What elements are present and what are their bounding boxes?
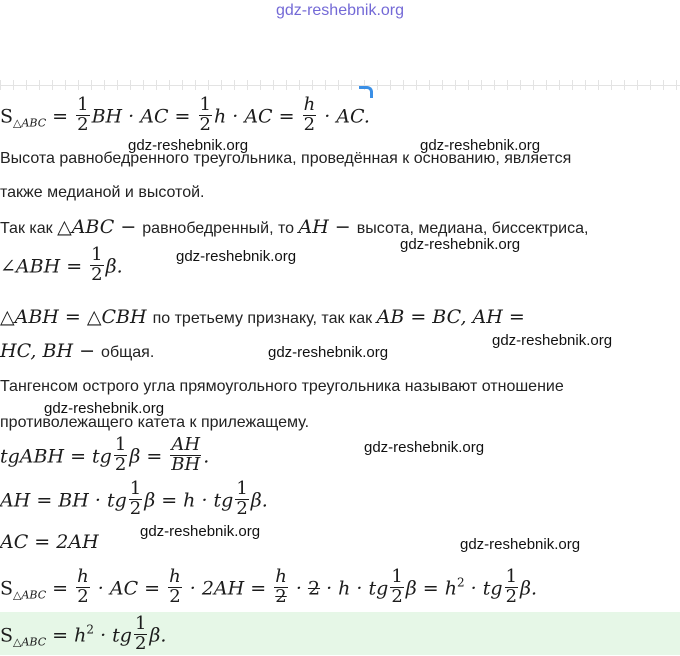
fraction-denominator: 2 <box>391 585 403 607</box>
math-run: HC, BH − <box>0 340 102 362</box>
fraction-numerator: h <box>275 566 287 587</box>
watermark: gdz-reshebnik.org <box>460 536 581 553</box>
math-run: . <box>203 445 210 468</box>
fraction-numerator: 1 <box>134 613 147 634</box>
fraction <box>170 436 201 475</box>
exponent: 2 <box>86 622 95 637</box>
text-run: общая. <box>101 344 155 361</box>
equals: = <box>46 105 75 128</box>
text-run: высота, медиана, биссектриса, <box>356 220 589 237</box>
math-run: tgABH = tg <box>0 445 112 468</box>
watermark: gdz-reshebnik.org <box>400 236 521 253</box>
fraction <box>134 615 147 654</box>
paragraph-mixed <box>0 340 154 362</box>
formula-term: h · AC = <box>213 105 301 128</box>
paragraph-mixed <box>0 216 588 238</box>
paragraph-line: Тангенсом острого угла прямоугольного треугольника называют отношение <box>0 378 564 395</box>
math-run: · tg <box>94 624 132 647</box>
text-run: Так как <box>0 220 58 237</box>
fraction-numerator: h <box>169 566 181 587</box>
math-run: β. <box>149 624 167 647</box>
fraction-denominator: 2 <box>199 113 211 135</box>
watermark: gdz-reshebnik.org <box>140 523 261 540</box>
fraction <box>90 246 103 285</box>
watermark: gdz-reshebnik.org <box>364 439 485 456</box>
area-subscript: △ABC <box>13 588 47 602</box>
dashed-divider <box>0 80 680 90</box>
math-run: · AC = <box>91 577 167 600</box>
math-run: △ABH = △CBH <box>0 306 153 328</box>
paragraph-mixed <box>0 306 525 328</box>
text-run: по третьему признаку, так как <box>152 310 377 327</box>
cancelled-denominator: 2 <box>275 585 287 607</box>
fraction <box>168 568 182 607</box>
math-run: β = h <box>405 577 457 600</box>
fraction <box>76 568 90 607</box>
formula-area-2 <box>0 566 538 609</box>
fraction-denominator: 2 <box>77 113 89 135</box>
text-run: равнобедренный, то <box>142 220 299 237</box>
math-run: · tg <box>464 577 503 600</box>
fraction <box>199 96 212 135</box>
fraction-numerator: 1 <box>77 94 89 115</box>
fraction <box>129 480 142 519</box>
area-subscript: △ABC <box>13 635 47 649</box>
math-run: ∠ABH = <box>0 255 89 278</box>
watermark: gdz-reshebnik.org <box>268 344 389 361</box>
fraction-denominator: 2 <box>77 585 89 607</box>
watermark: gdz-reshebnik.org <box>420 137 541 154</box>
fraction <box>274 568 288 607</box>
math-run: · <box>289 577 308 600</box>
fraction-numerator: 1 <box>505 566 518 587</box>
fraction-numerator: 1 <box>199 94 211 115</box>
fraction <box>76 96 89 135</box>
fraction-denominator: 2 <box>91 263 103 285</box>
watermark: gdz-reshebnik.org <box>176 248 297 265</box>
fraction-denominator: 2 <box>236 497 248 519</box>
math-run: β = h · tg <box>144 489 234 512</box>
area-symbol: S <box>0 105 14 128</box>
fraction <box>235 480 248 519</box>
formula-area-1 <box>0 94 370 137</box>
math-run: β. <box>250 489 268 512</box>
site-header-link[interactable]: gdz-reshebnik.org <box>275 2 405 19</box>
math-run: AH − <box>298 216 357 238</box>
fraction-numerator: h <box>77 566 89 587</box>
math-run: AC = 2AH <box>0 531 99 553</box>
fraction-denominator: BH <box>171 453 201 475</box>
formula-ac <box>0 531 99 553</box>
cancelled-factor: 2 <box>307 577 321 600</box>
math-run: · h · tg <box>320 577 389 600</box>
fraction <box>114 436 127 475</box>
watermark: gdz-reshebnik.org <box>44 400 165 417</box>
fraction-denominator: 2 <box>129 497 142 519</box>
paragraph-line: Высота равнобедренного треугольника, проведённая к основанию, является <box>0 150 572 167</box>
exponent: 2 <box>457 575 465 590</box>
formula-term: · AC. <box>318 105 370 128</box>
fraction-denominator: 2 <box>134 632 147 654</box>
math-run: β. <box>105 255 123 278</box>
watermark: gdz-reshebnik.org <box>492 332 613 349</box>
fraction-numerator: 1 <box>391 566 403 587</box>
fraction-numerator: 1 <box>114 434 127 455</box>
fraction-denominator: 2 <box>303 113 316 135</box>
math-run: = h <box>46 624 87 647</box>
math-run: β. <box>520 577 538 600</box>
fraction-denominator: 2 <box>114 453 127 475</box>
area-symbol: S <box>0 577 14 600</box>
paragraph-line: противолежащего катета к прилежащему. <box>0 414 310 431</box>
math-run: β = <box>129 445 169 468</box>
math-run: AB = BC, AH = <box>376 306 525 328</box>
fraction-numerator: AH <box>171 434 201 455</box>
site-header <box>0 0 680 28</box>
fraction-numerator: 1 <box>91 244 103 265</box>
fraction-numerator: 1 <box>236 478 248 499</box>
paragraph-line: также медианой и высотой. <box>0 184 205 201</box>
math-run: AH = BH · tg <box>0 489 127 512</box>
formula-angle <box>0 244 123 287</box>
formula-term: BH · AC = <box>91 105 197 128</box>
formula-tangent <box>0 434 210 477</box>
area-symbol: S <box>0 624 14 647</box>
math-run: △ABC − <box>57 216 143 238</box>
formula-ah <box>0 478 268 521</box>
math-run: · 2AH = <box>183 577 273 600</box>
fraction <box>303 96 317 135</box>
fraction-denominator: 2 <box>169 585 181 607</box>
fraction <box>505 568 518 607</box>
watermark: gdz-reshebnik.org <box>128 137 249 154</box>
fraction-denominator: 2 <box>505 585 518 607</box>
fraction-numerator: h <box>303 94 316 115</box>
equals: = <box>46 577 75 600</box>
formula-answer <box>0 613 167 656</box>
area-subscript: △ABC <box>13 116 47 130</box>
bookmark-icon[interactable] <box>359 86 373 98</box>
fraction <box>390 568 403 607</box>
fraction-numerator: 1 <box>129 478 142 499</box>
